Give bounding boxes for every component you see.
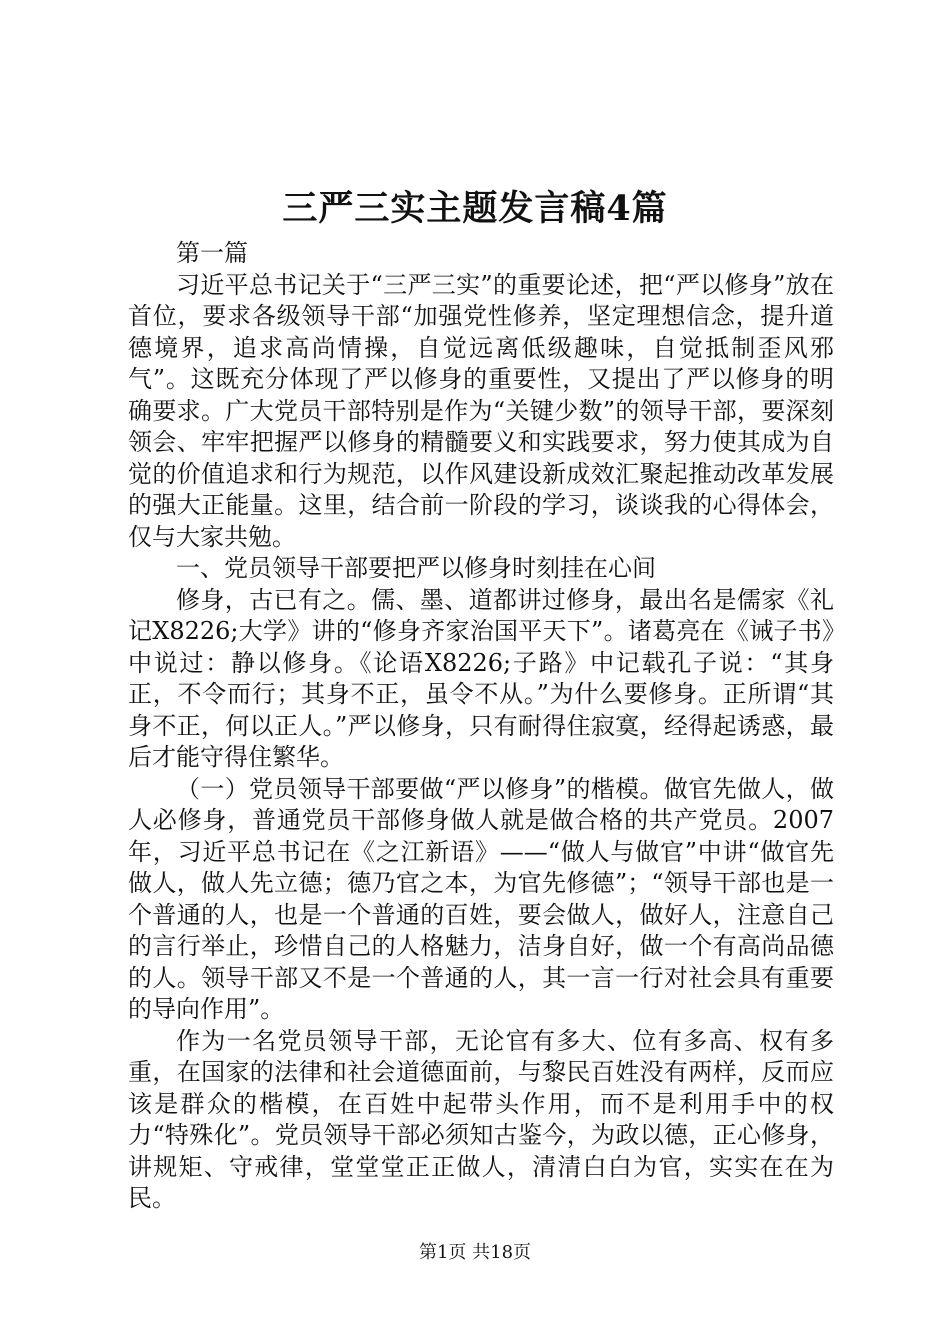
- paragraph-intro: 习近平总书记关于“三严三实”的重要论述，把“严以修身”放在首位，要求各级领导干部“加强党性修养，坚定理想信念，提升道德境界，追求高尚情操，自觉远离低级趣味，自觉抵制歪风邪气”。这既充分体现了严以修身的重要性，又提出了严以修身的明确要求。广大党员干部特别是作为“关键少数”的领导干部，要深刻领会、牢牢把握严以修身的精髓要义和实践要求，努力使其成为自觉的价值追求和行为规范，以作风建设新成效汇聚起推动改革发展的强大正能量。这里，结合前一阶段的学习，谈谈我的心得体会，仅与大家共勉。: [128, 270, 834, 551]
- page-footer: 第1页 共18页: [418, 1242, 532, 1263]
- paragraph-section-heading: 第一篇: [176, 239, 248, 267]
- document-title: 三严三实主题发言稿4篇: [282, 188, 668, 229]
- document-body: [128, 238, 834, 1215]
- paragraph-heading-one: 一、党员领导干部要把严以修身时刻挂在心间: [176, 554, 656, 582]
- paragraph-party-leader: 作为一名党员领导干部，无论官有多大、位有多高、权有多重，在国家的法律和社会道德面前，与黎民百姓没有两样，反而应该是群众的楷模，在百姓中起带头作用，而不是利用手中的权力“特殊化”。党员领导干部必须知古鉴今，为政以德，正心修身，讲规矩、守戒律，堂堂堂正正做人，清清白白为官，实实在在为民。: [128, 1026, 834, 1212]
- paragraph-self-cultivation: 修身，古已有之。儒、墨、道都讲过修身，最出名是儒家《礼记X8226;大学》讲的“修身齐家治国平天下”。诸葛亮在《诫子书》中说过：静以修身。《论语X8226;子路》中记载孔子说：“其身正，不令而行；其身不正，虽令不从。”为什么要修身。正所谓“其身不正，何以正人。”严以修身，只有耐得住寂寞，经得起诱惑，最后才能守得住繁华。: [128, 585, 834, 771]
- paragraph-role-model: （一）党员领导干部要做“严以修身”的楷模。做官先做人，做人必修身，普通党员干部修身做人就是做合格的共产党员。2007年，习近平总书记在《之江新语》——“做人与做官”中讲“做官先做人，做人先立德；德乃官之本，为官先修德”；“领导干部也是一个普通的人，也是一个普通的百姓，要会做人，做好人，注意自己的言行举止，珍惜自己的人格魅力，洁身自好，做一个有高尚品德的人。领导干部又不是一个普通的人，其一言一行对社会具有重要的导向作用”。: [128, 774, 834, 1023]
